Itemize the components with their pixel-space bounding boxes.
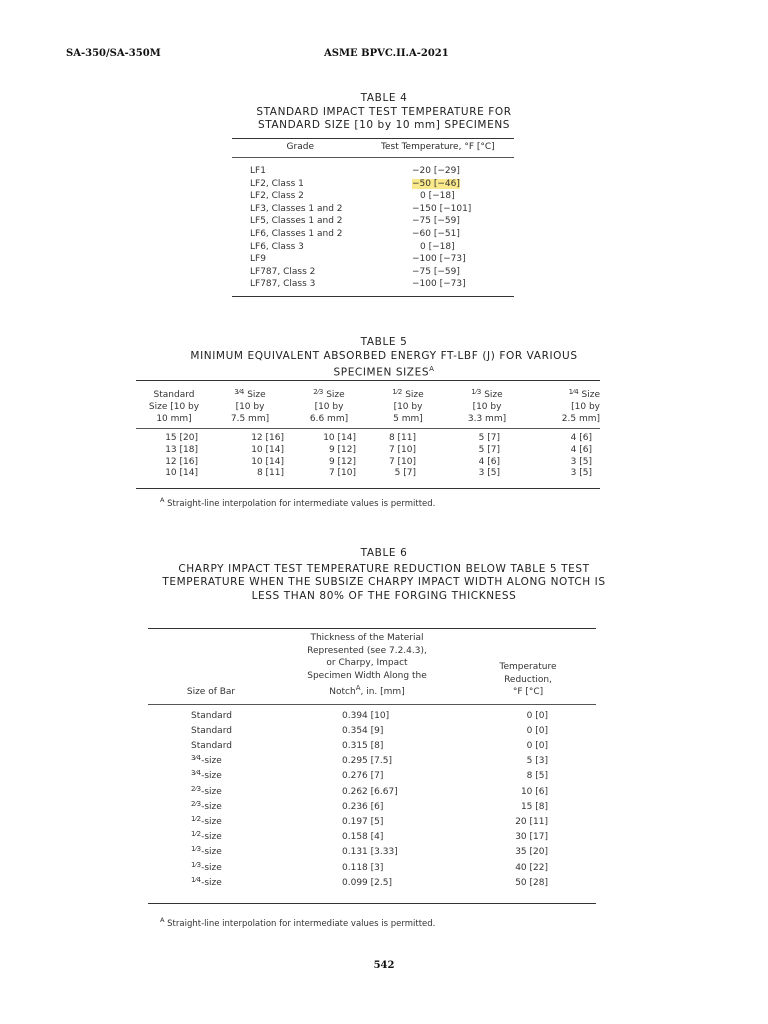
table5-fraction: 1⁄4 <box>568 388 579 396</box>
table4-grade: LF787, Class 3 <box>250 279 316 290</box>
table5-cell: 10 [14] <box>251 456 284 467</box>
table6-reduction: 10 [6] <box>520 786 548 797</box>
table4-header-rule <box>232 157 514 158</box>
table6-fraction: 1⁄2 <box>191 814 202 823</box>
table4 <box>250 165 492 291</box>
table4-row <box>250 165 492 178</box>
table5-cell: 10 [14] <box>165 468 198 479</box>
table5-cell: 7 [10] <box>328 468 356 479</box>
table5-row <box>136 445 600 457</box>
table4-temp <box>412 178 492 191</box>
table5-cell: 3 [5] <box>570 456 592 467</box>
table6-size: 1⁄3-size <box>191 860 222 873</box>
table5-cell: 4 [6] <box>478 456 500 467</box>
table6-reduction: 50 [28] <box>515 877 548 888</box>
table5-cell: 5 [7] <box>478 444 500 455</box>
table4-row <box>250 241 492 254</box>
table5-cell: 10 [14] <box>323 433 356 443</box>
table5-col-header: 1⁄4 Size [10 by 2.5 mm] <box>561 388 600 424</box>
table4-temp-value: −50 [−46] <box>412 178 460 189</box>
running-header-left: SA-350/SA-350M <box>66 48 161 59</box>
table6-title-line1: CHARPY IMPACT TEST TEMPERATURE REDUCTION BELOW TABLE 5 TEST <box>178 562 590 575</box>
table5-title-line1: MINIMUM EQUIVALENT ABSORBED ENERGY FT-LBF (J) FOR VARIOUS <box>190 349 578 362</box>
table5-footnote: $^A$ Straight-line interpolation for intermediate values is permitted. <box>160 496 436 509</box>
table5-cell: 3 [5] <box>478 468 500 479</box>
table6-size: 3⁄4-size <box>191 769 222 782</box>
table5-fraction: 1⁄2 <box>392 388 403 396</box>
table4-temp <box>412 165 492 178</box>
table6-col-temp-reduction: Temperature Reduction, °F [°C] <box>499 662 557 697</box>
table4-top-rule <box>232 138 514 139</box>
table5-cell: 5 [7] <box>394 468 416 479</box>
table4-row <box>250 266 492 279</box>
table4-temp <box>412 190 492 203</box>
table6-title <box>0 547 768 603</box>
table6-reduction: 15 [8] <box>520 801 548 812</box>
table5-cell: 10 [14] <box>251 444 284 455</box>
table4-temp-value: −150 [−101] <box>412 203 472 214</box>
table4-temp <box>412 266 492 279</box>
table4-title <box>0 92 768 133</box>
table5-fraction: 1⁄3 <box>471 388 482 396</box>
table4-title-line1: STANDARD IMPACT TEST TEMPERATURE FOR <box>256 105 512 118</box>
table6-thickness: 0.276 [7] <box>342 771 384 782</box>
table6-row <box>148 830 596 845</box>
table5-cell: 3 [5] <box>570 468 592 479</box>
table4-temp-value: −60 [−51] <box>412 228 460 239</box>
table6-fraction: 1⁄2 <box>191 830 202 839</box>
table5-title-line2: SPECIMEN $SIZES^A$ <box>333 365 435 379</box>
table4-row <box>250 178 492 191</box>
table5-col-header: 1⁄3 Size [10 by 3.3 mm] <box>467 388 507 424</box>
table6-fraction: 2⁄3 <box>191 799 202 808</box>
table6-thickness: 0.197 [5] <box>342 816 384 827</box>
table6-size: 2⁄3-size <box>191 784 222 797</box>
table6-reduction: 5 [3] <box>526 756 548 767</box>
table6-size: Standard <box>191 725 232 736</box>
table6-thickness: 0.315 [8] <box>342 740 384 751</box>
table5-cell: 8 [11] <box>256 468 284 479</box>
table6-title-line2: TEMPERATURE WHEN THE SUBSIZE CHARPY IMPACT WIDTH ALONG NOTCH IS <box>162 576 606 588</box>
table4-grade: LF3, Classes 1 and 2 <box>250 203 343 214</box>
table6-fraction: 2⁄3 <box>191 784 202 793</box>
running-header-center: ASME BPVC.II.A-2021 <box>324 48 449 59</box>
table6-size: 3⁄4-size <box>191 754 222 767</box>
table4-grade: LF1 <box>250 166 266 176</box>
table4-temp-value: 0 [−18] <box>420 191 455 202</box>
table4-temp-value: −75 [−59] <box>412 266 460 277</box>
table5-row <box>136 433 600 445</box>
table5-cell: 9 [12] <box>328 444 356 455</box>
table6-col-size: Size of Bar <box>186 687 236 697</box>
table5-cell: 5 [7] <box>478 433 500 443</box>
table4-temp <box>412 278 492 291</box>
page-number: 542 <box>373 960 395 971</box>
table6-row <box>148 876 596 891</box>
table4-bottom-rule <box>232 296 514 297</box>
table6-fraction: 3⁄4 <box>191 769 202 778</box>
table6-fraction: 1⁄3 <box>191 860 202 869</box>
table4-row <box>250 203 492 216</box>
table4-row <box>250 278 492 291</box>
table6-header-rule <box>148 704 596 705</box>
table6-size: 1⁄3-size <box>191 845 222 858</box>
table5-col-header: 2⁄3 Size [10 by 6.6 mm] <box>309 388 349 424</box>
table5-header-rule <box>136 428 600 429</box>
table4-row <box>250 253 492 266</box>
table5-col-header: Standard Size [10 by 10 mm] <box>148 390 200 424</box>
table6-row <box>148 769 596 784</box>
table6-thickness: 0.099 [2.5] <box>342 877 392 888</box>
table6-thickness: 0.295 [7.5] <box>342 756 392 767</box>
table4-temp <box>412 253 492 266</box>
table4-temp <box>412 215 492 228</box>
table5-fraction: 3⁄4 <box>234 388 245 396</box>
table6-thickness: 0.354 [9] <box>342 725 384 736</box>
table5-cell: 8 [11] <box>388 433 416 443</box>
table5-cell: 9 [12] <box>328 456 356 467</box>
table5-cell: 15 [20] <box>165 433 198 443</box>
table6-reduction: 30 [17] <box>515 832 548 843</box>
table6-reduction: 8 [5] <box>526 771 548 782</box>
table6-row <box>148 845 596 860</box>
table4-col-grade: Grade <box>286 142 314 152</box>
table6-footnote: $^A$ Straight-line interpolation for intermediate values is permitted. <box>160 916 436 929</box>
table4-temp-value: −100 [−73] <box>412 254 466 265</box>
table6-reduction: 40 [22] <box>515 862 548 873</box>
table6-title-line3: LESS THAN 80% OF THE FORGING THICKNESS <box>251 589 517 602</box>
table5-cell: 12 [16] <box>251 433 284 443</box>
table6-row <box>148 754 596 769</box>
table4-col-temp: Test Temperature, °F [°C] <box>381 142 495 152</box>
table6-size: Standard <box>191 710 232 721</box>
table5-col-header: 3⁄4 Size [10 by 7.5 mm] <box>230 388 270 424</box>
table6-bottom-rule <box>148 903 596 904</box>
table4-temp-value: −75 [−59] <box>412 216 460 227</box>
table6-reduction: 0 [0] <box>526 710 548 721</box>
table6-row <box>148 861 596 876</box>
table6-fraction: 3⁄4 <box>191 754 202 763</box>
table6-reduction: 35 [20] <box>515 847 548 858</box>
table6-thickness: 0.236 [6] <box>342 801 384 812</box>
table6 <box>148 632 596 891</box>
table4-grade: LF6, Class 3 <box>250 241 304 252</box>
table5-top-rule <box>136 380 600 381</box>
table6-fraction: 1⁄3 <box>191 845 202 854</box>
table5-title <box>0 336 768 380</box>
table4-number: TABLE 4 <box>360 92 408 104</box>
table4-grade: LF2, Class 2 <box>250 191 304 202</box>
table5-cell: 12 [16] <box>165 456 198 467</box>
table6-size: Standard <box>191 740 232 751</box>
table5-number: TABLE 5 <box>360 336 408 348</box>
table6-size: 2⁄3-size <box>191 799 222 812</box>
table4-row <box>250 215 492 228</box>
table6-row <box>148 800 596 815</box>
table4-grade: LF787, Class 2 <box>250 266 316 277</box>
table5-cell: 13 [18] <box>165 444 198 455</box>
table6-top-rule <box>148 628 596 629</box>
table6-row <box>148 739 596 754</box>
table5-cell: 4 [6] <box>570 433 592 443</box>
table5-cell: 7 [10] <box>388 456 416 467</box>
table6-size: 1⁄2-size <box>191 814 222 827</box>
table4-grade: LF9 <box>250 254 266 265</box>
table5-row <box>136 457 600 469</box>
table4-title-line2: STANDARD SIZE [10 by 10 mm] SPECIMENS <box>257 119 511 131</box>
table6-row <box>148 815 596 830</box>
table4-temp <box>412 203 492 216</box>
table6-size: 1⁄4-size <box>191 875 222 888</box>
table6-reduction: 20 [11] <box>515 816 548 827</box>
table5-header-row <box>136 385 600 425</box>
table6-reduction: 0 [0] <box>526 740 548 751</box>
table6-thickness: 0.262 [6.67] <box>342 786 398 797</box>
table6-size: 1⁄2-size <box>191 830 222 843</box>
table6-row <box>148 785 596 800</box>
table5-bottom-rule <box>136 488 600 489</box>
table4-temp <box>412 228 492 241</box>
table4-grade: LF2, Class 1 <box>250 178 304 189</box>
table4-grade: LF6, Classes 1 and 2 <box>250 228 343 239</box>
table6-thickness: 0.118 [3] <box>342 862 384 873</box>
table5-col-header: 1⁄2 Size [10 by 5 mm] <box>392 388 424 424</box>
table5-fraction: 2⁄3 <box>313 388 324 396</box>
table4-temp-value: 0 [−18] <box>420 241 455 252</box>
table4-row <box>250 190 492 203</box>
table6-row <box>148 724 596 739</box>
table6-thickness: 0.394 [10] <box>342 710 390 721</box>
table4-temp <box>412 241 492 254</box>
table6-thickness: 0.131 [3.33] <box>342 847 398 858</box>
table4-grade: LF5, Classes 1 and 2 <box>250 216 343 227</box>
table6-row <box>148 709 596 724</box>
table5-cell: 4 [6] <box>570 444 592 455</box>
table6-number: TABLE 6 <box>360 547 408 559</box>
table4-temp-value: −20 [−29] <box>412 166 460 176</box>
table4-temp-value: −100 [−73] <box>412 279 466 290</box>
table5-row <box>136 468 600 480</box>
table5-cell: 7 [10] <box>388 444 416 455</box>
table6-thickness: 0.158 [4] <box>342 832 384 843</box>
table6-col-thickness: Thickness of the Material Represented (see 7.2.4.3), or Charpy, Impact Specimen Width Along the Notch$^A$, in. [mm] <box>307 633 427 697</box>
table4-row <box>250 228 492 241</box>
table6-fraction: 1⁄4 <box>191 875 202 884</box>
table6-reduction: 0 [0] <box>526 725 548 736</box>
table5 <box>136 385 600 480</box>
